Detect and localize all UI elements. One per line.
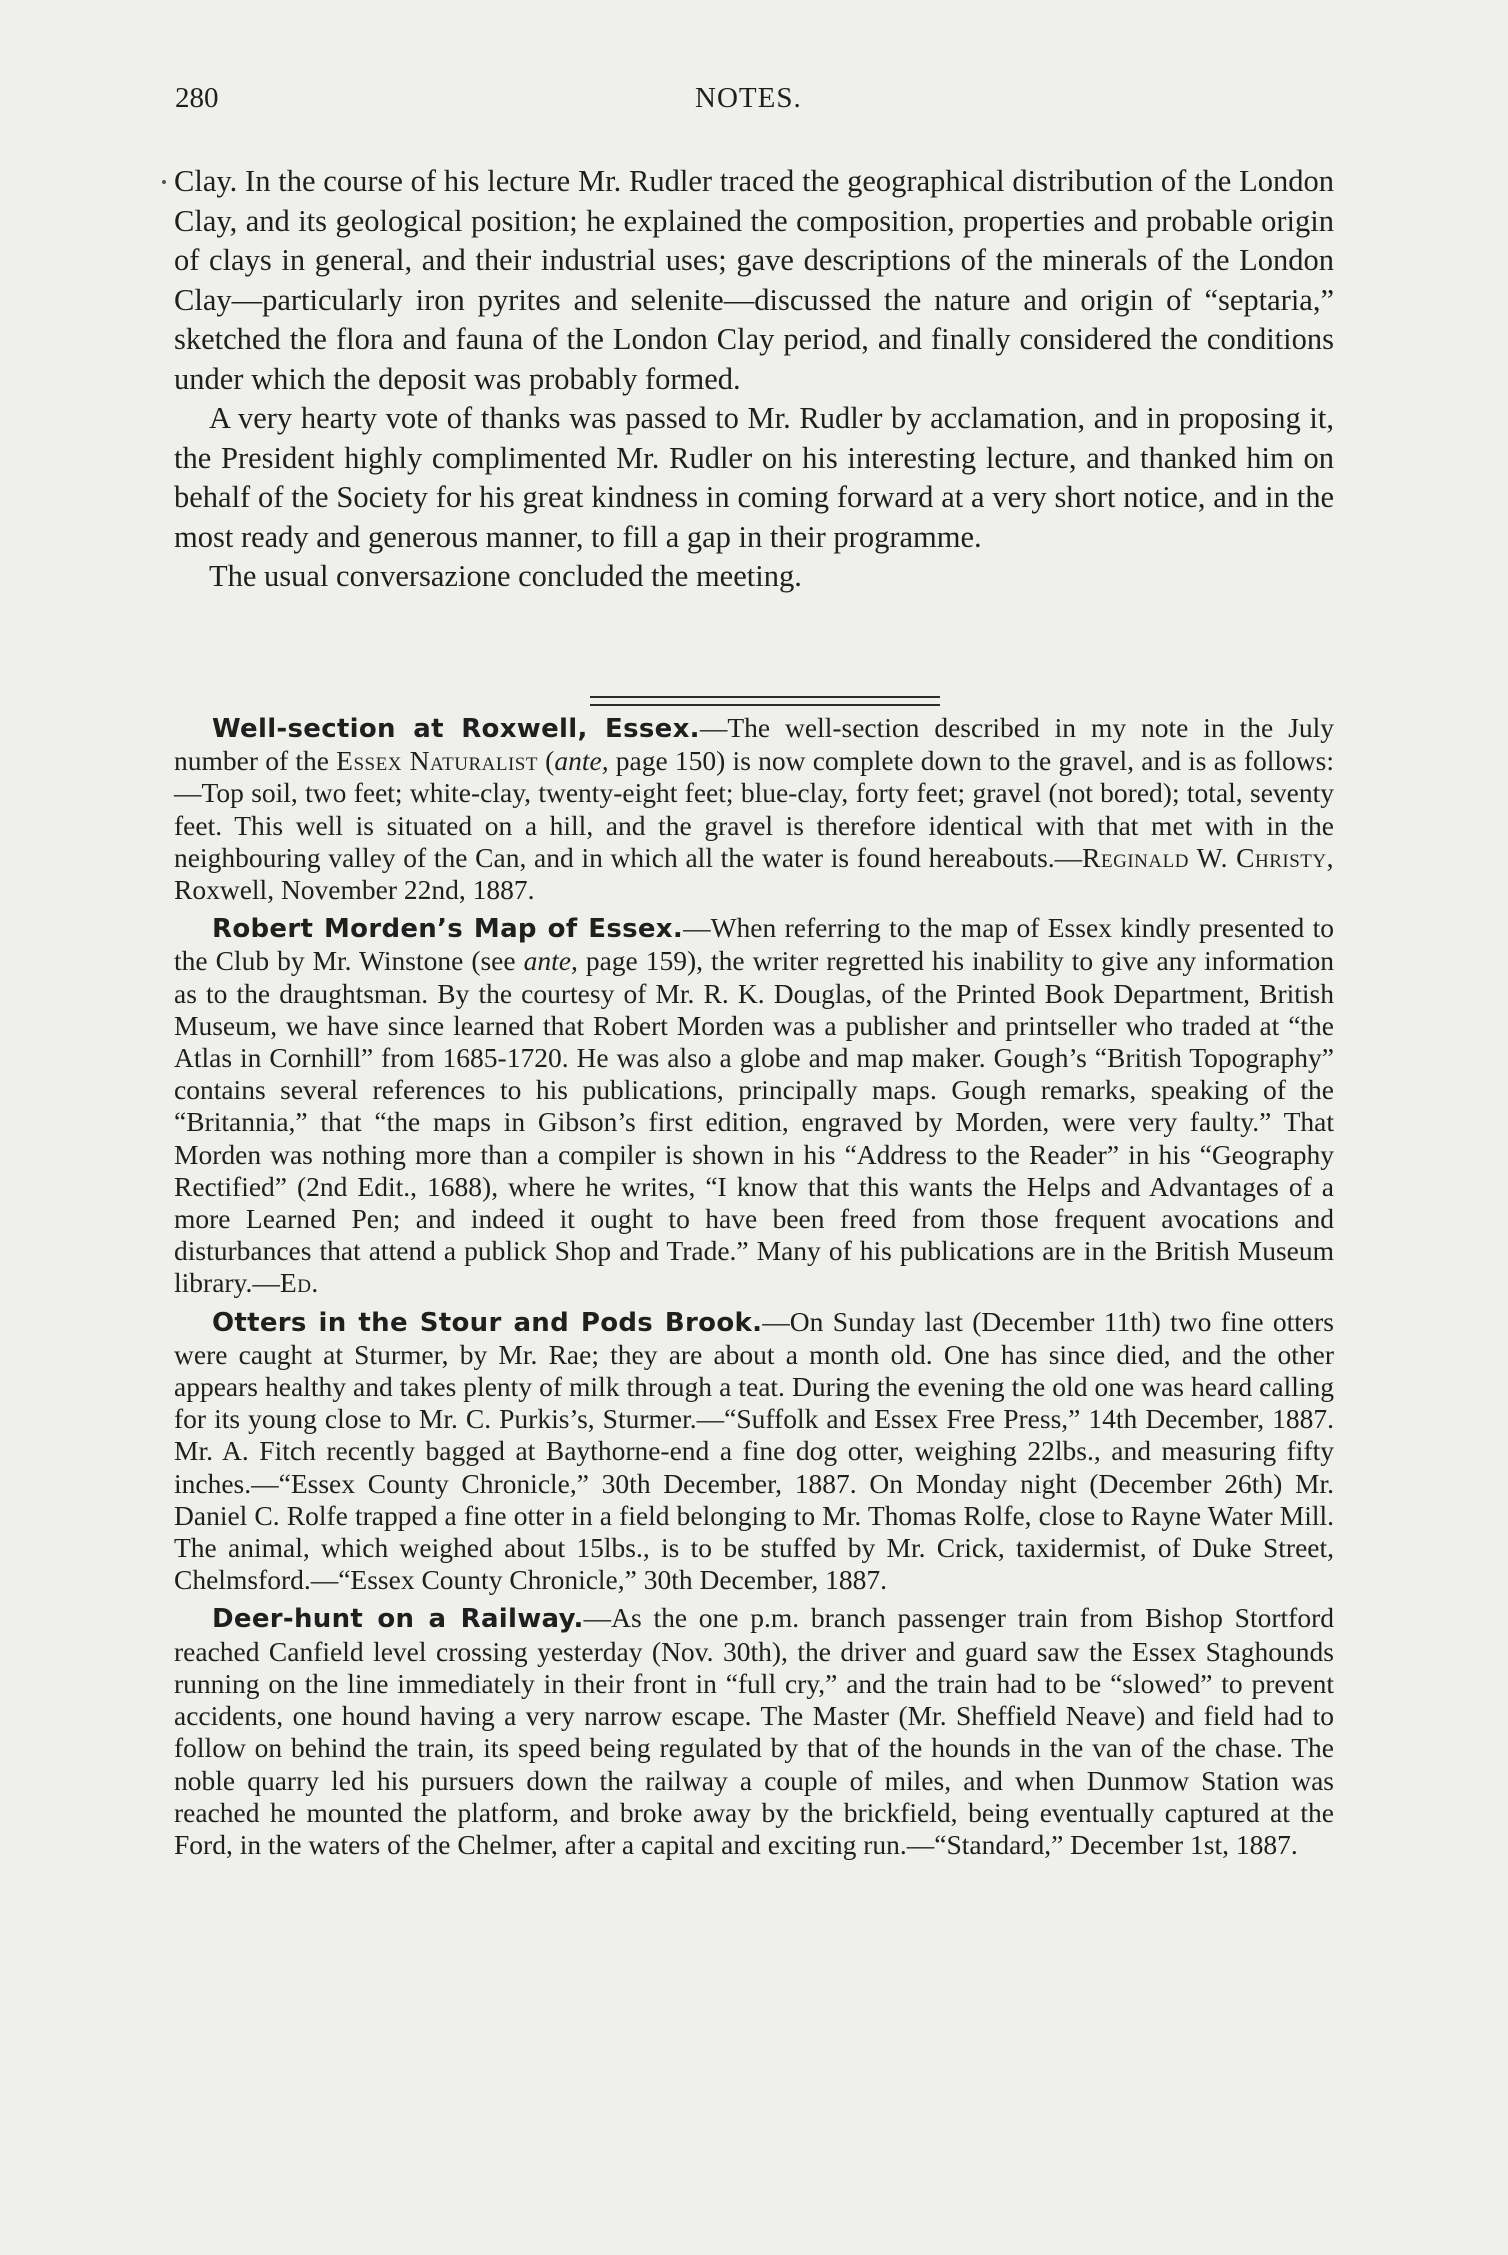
running-title: NOTES. bbox=[695, 82, 802, 114]
note-morden-map bbox=[174, 912, 1334, 1299]
section-divider bbox=[590, 696, 940, 706]
paragraph-conversazione: The usual conversazione concluded the meeting. bbox=[209, 559, 802, 593]
paragraph-vote-of-thanks: A very hearty vote of thanks was passed to Mr. Rudler by acclamation, and in proposing it, the President highly complimented Mr. Rudler on his interesting lecture, and thanked him on behalf of the Society for his great kindness in coming forward at a very short notice, and in the most ready and generous manner, to fill a gap in their programme. bbox=[174, 401, 1334, 554]
note-text: —The well-section described in my note in the July number of the bbox=[174, 712, 1334, 777]
journal-name: Essex Naturalist bbox=[336, 745, 538, 777]
note-otters bbox=[174, 1306, 1334, 1597]
note-text: page 150) is now complete down to the gravel, and is as follows:—Top soil, two feet; white-clay, twenty-eight feet; blue-clay, forty feet; gravel (not bored); total, seventy feet. This well is situated on a hill, and the gravel is therefore identical with that met with in the neighbouring valley of the Can, and in which all the water is found hereabouts.— bbox=[174, 745, 1334, 873]
note-title: Well-section at Roxwell, Essex. bbox=[212, 714, 700, 744]
note-text: page 159), the writer regretted his inability to give any information as to the draughtsman. By the courtesy of Mr. R. K. Douglas, of the Printed Book Department, British Museum, we have since learned that Robert Morden was a publisher and printseller who traded at “the Atlas in Cornhill” from 1685-1720. He was also a globe and map maker. Gough’s “British Topography” contains several references to his publications, principally maps. Gough remarks, speaking of the “Britannia,” that “the maps in Gibson’s first edition, engraved by Morden, were very faulty.” That Morden was nothing more than a compiler is shown in his “Address to the Reader” in his “Geography Rectified” (2nd Edit., 1688), where he writes, “I know that this wants the Helps and Advantages of a more Learned Pen; and indeed it ought to have been freed from those frequent avocations and disturbances that attend a publick Shop and Trade.” Many of his publications are in the British Museum library.— bbox=[174, 945, 1334, 1299]
note-text: Roxwell, November 22nd, 1887. bbox=[174, 874, 535, 906]
note-title: Deer-hunt on a Railway. bbox=[212, 1604, 584, 1635]
editor-signature: Ed. bbox=[279, 1267, 319, 1299]
note-text: —When referring to the map of Essex kindly presented to the Club by Mr. Winstone (see bbox=[174, 912, 1335, 977]
italic-ref: ante, bbox=[523, 945, 578, 977]
notes-section bbox=[174, 712, 1334, 1867]
print-speck bbox=[162, 180, 166, 184]
note-text: —As the one p.m. branch passenger train from Bishop Stortford reached Canfield level crossing yesterday (Nov. 30th), the driver and guard saw the Essex Staghounds running on the line immediately in their front in “full cry,” and the train had to be “slowed” to prevent accidents, one hound having a very narrow escape. The Master (Mr. Sheffield Neave) and field had to follow on behind the train, its speed being regulated by that of the hounds in the van of the chase. The noble quarry led his pursuers down the railway a couple of miles, and when Dunmow Station was reached he mounted the platform, and broke away by the brickfield, being eventually captured at the Ford, in the waters of the Chelmer, after a capital and exciting run.—“Standard,” December 1st, 1887. bbox=[174, 1602, 1334, 1860]
italic-ref: ante, bbox=[554, 745, 609, 777]
page-header bbox=[175, 82, 1335, 122]
note-text: —On Sunday last (December 11th) two fine otters were caught at Sturmer, by Mr. Rae; they are about a month old. One has since died, and the other appears healthy and takes plenty of milk through a teat. During the evening the old one was heard calling for its young close to Mr. C. Purkis’s, Sturmer.—“Suffolk and Essex Free Press,” 14th December, 1887. Mr. A. Fitch recently bagged at Baythorne-end a fine dog otter, weighing 22lbs., and measuring fifty inches.—“Essex County Chronicle,” 30th December, 1887. On Monday night (December 26th) Mr. Daniel C. Rolfe trapped a fine otter in a field belonging to Mr. Thomas Rolfe, close to Rayne Water Mill. The animal, which weighed about 15lbs., is to be stuffed by Mr. Crick, taxidermist, of Duke Street, Chelmsford.—“Essex County Chronicle,” 30th December, 1887. bbox=[174, 1305, 1334, 1596]
author-signature: Reginald W. Christy, bbox=[1082, 841, 1334, 873]
paragraph-lecture-continued: Clay. In the course of his lecture Mr. Rudler traced the geographical distribution of the London Clay, and its geological position; he explained the composition, properties and probable origin of clays in general, and their industrial uses; gave descriptions of the minerals of the London Clay—particularly iron pyrites and selenite—discussed the nature and origin of “septaria,” sketched the flora and fauna of the London Clay period, and finally considered the conditions under which the deposit was probably formed. bbox=[174, 164, 1334, 396]
note-text: ( bbox=[537, 745, 555, 777]
lecture-report bbox=[174, 162, 1334, 597]
note-title: Otters in the Stour and Pods Brook. bbox=[212, 1307, 763, 1338]
page-number: 280 bbox=[175, 82, 219, 114]
note-title: Robert Morden’s Map of Essex. bbox=[212, 914, 684, 945]
note-deer-hunt bbox=[174, 1602, 1334, 1861]
note-well-section bbox=[174, 712, 1334, 906]
